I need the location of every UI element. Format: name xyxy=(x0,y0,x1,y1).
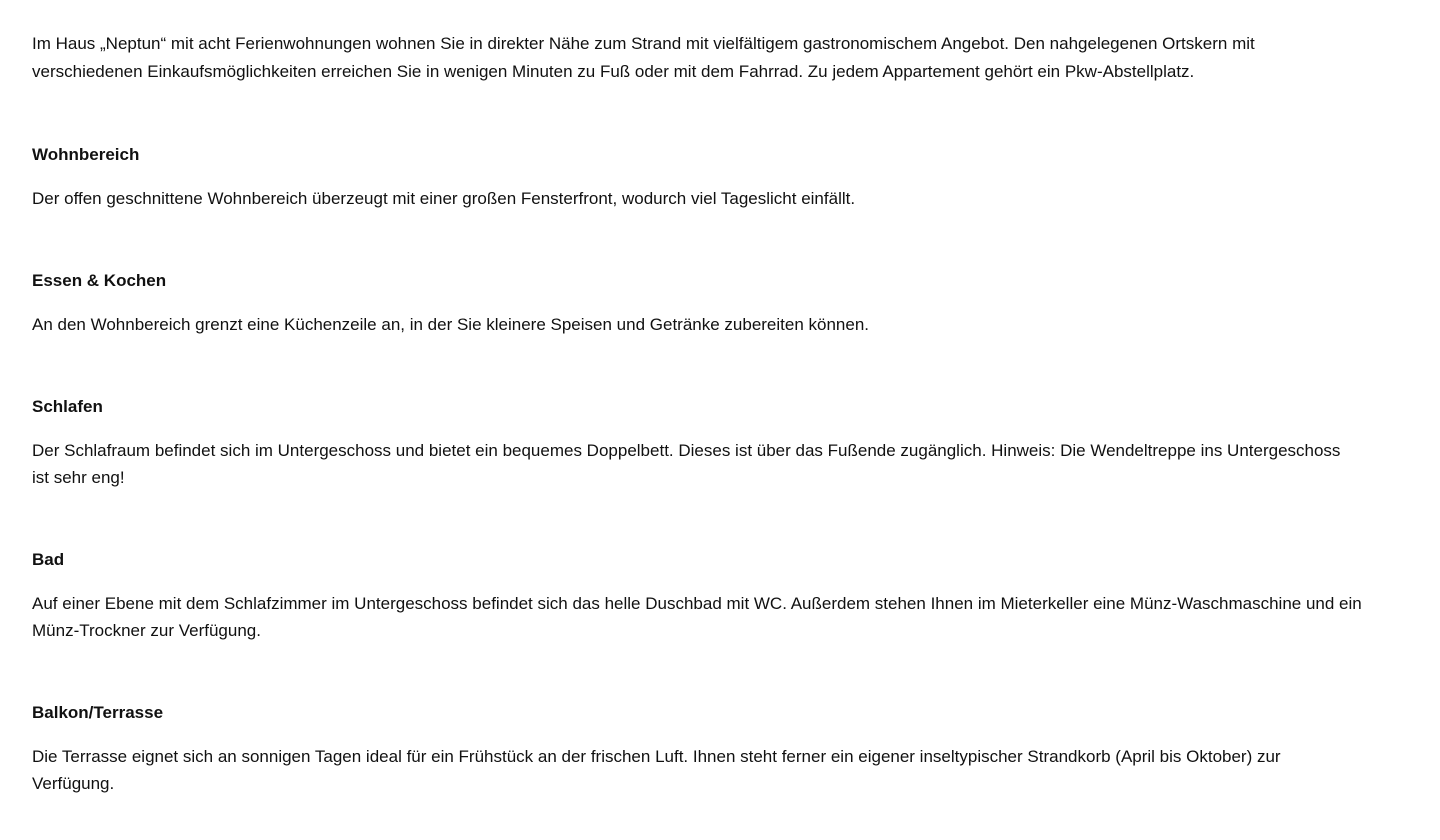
section-balkon-terrasse xyxy=(32,701,1362,797)
section-text: Der Schlafraum befindet sich im Untergeschoss und bietet ein bequemes Doppelbett. Dieses ist über das Fußende zugänglich. Hinweis: Die Wendeltreppe ins Untergeschoss ist sehr eng! xyxy=(32,441,1341,487)
section-heading: Balkon/Terrasse xyxy=(32,703,164,722)
section-heading: Wohnbereich xyxy=(32,145,140,164)
section-schlafen xyxy=(32,395,1362,491)
section-essen-kochen xyxy=(32,269,1362,338)
intro-paragraph: Im Haus „Neptun“ mit acht Ferienwohnungen wohnen Sie in direkter Nähe zum Strand mit vielfältigem gastronomischem Angebot. Den nahgelegenen Ortskern mit verschiedenen Einkaufsmöglichkeiten erreichen Sie in wenigen Minuten zu Fuß oder mit dem Fahrrad. Zu jedem Appartement gehört ein Pkw-Abstellplatz. xyxy=(32,34,1255,81)
section-heading: Essen & Kochen xyxy=(32,271,167,290)
section-text: An den Wohnbereich grenzt eine Küchenzeile an, in der Sie kleinere Speisen und Getränke zubereiten können. xyxy=(32,315,870,334)
section-bad xyxy=(32,548,1362,644)
section-wohnbereich xyxy=(32,143,1362,212)
section-heading: Bad xyxy=(32,550,65,569)
section-text: Die Terrasse eignet sich an sonnigen Tagen ideal für ein Frühstück an der frischen Luft. Ihnen steht ferner ein eigener inseltypischer Strandkorb (April bis Oktober) zur Verfügung. xyxy=(32,747,1281,793)
section-text: Auf einer Ebene mit dem Schlafzimmer im Untergeschoss befindet sich das helle Duschbad mit WC. Außerdem stehen Ihnen im Mieterkeller eine Münz-Waschmaschine und ein Münz-Trockner zur Verfügung. xyxy=(32,594,1362,640)
section-heading: Schlafen xyxy=(32,397,103,416)
section-text: Der offen geschnittene Wohnbereich überzeugt mit einer großen Fensterfront, wodurch viel Tageslicht einfällt. xyxy=(32,189,856,208)
document-body xyxy=(0,30,1440,840)
